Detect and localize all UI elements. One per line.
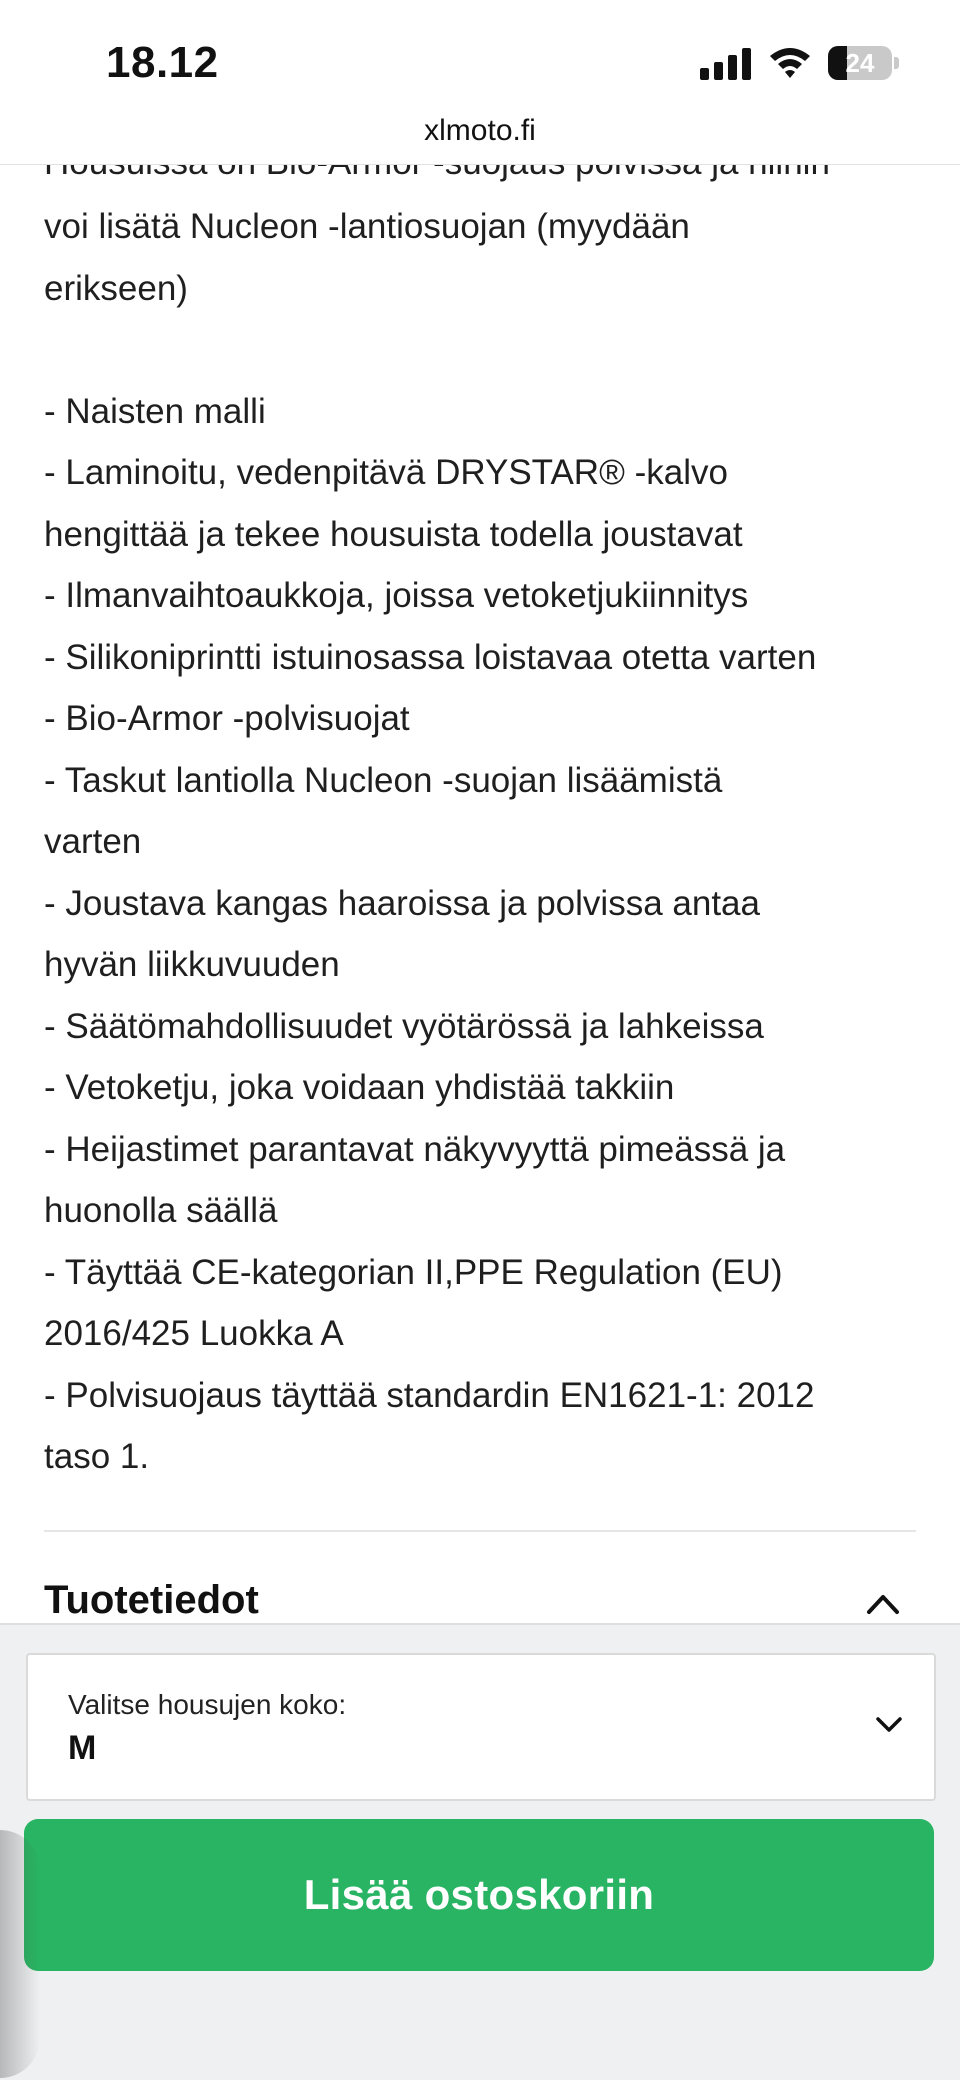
description-line: - Heijastimet parantavat näkyvyyttä pimeässä ja (44, 1129, 786, 1169)
battery-level: 24 (845, 48, 875, 78)
description-line: - Silikoniprintti istuinosassa loistavaa otetta varten (44, 637, 817, 677)
description-line: voi lisätä Nucleon -lantiosuojan (myydään (44, 207, 690, 246)
battery-icon (828, 46, 892, 80)
description-line (44, 319, 924, 381)
wifi-icon (768, 44, 812, 80)
edge-shadow (0, 1830, 40, 2078)
size-select-value[interactable]: M (68, 1729, 97, 1767)
chevron-up-icon[interactable] (866, 1588, 900, 1618)
description-line: varten (44, 822, 142, 861)
section-divider (44, 1530, 916, 1532)
add-to-cart-button[interactable]: Lisää ostoskoriin (24, 1819, 934, 1971)
description-line: - Joustava kangas haaroissa ja polvissa antaa (44, 883, 760, 923)
browser-address-bar[interactable] (0, 108, 960, 165)
description-line: hyvän liikkuvuuden (44, 945, 340, 984)
description-line: huonolla säällä (44, 1191, 278, 1230)
url-text[interactable]: xlmoto.fi (424, 114, 536, 147)
size-select-label: Valitse housujen koko: (68, 1689, 347, 1720)
chevron-down-icon[interactable] (874, 1711, 904, 1737)
product-description (44, 196, 924, 1488)
battery-tip (894, 57, 899, 69)
size-select[interactable] (26, 1653, 936, 1801)
description-line: - Polvisuojaus täyttää standardin EN1621-1: 2012 (44, 1375, 815, 1415)
product-info-title[interactable]: Tuotetiedot (44, 1578, 259, 1622)
description-line: - Laminoitu, vedenpitävä DRYSTAR® -kalvo (44, 453, 728, 492)
description-line: - Säätömahdollisuudet vyötärössä ja lahkeissa (44, 1006, 764, 1046)
status-time: 18.12 (106, 38, 219, 87)
description-line: - Naisten malli (44, 391, 266, 431)
description-line: - Täyttää CE-kategorian II,PPE Regulation (EU) (44, 1252, 783, 1292)
description-line: - Taskut lantiolla Nucleon -suojan lisäämistä (44, 760, 723, 800)
description-line: - Vetoketju, joka voidaan yhdistää takkiin (44, 1068, 675, 1107)
description-line: erikseen) (44, 268, 188, 308)
signal-icon (700, 48, 752, 80)
description-line: - Bio-Armor -polvisuojat (44, 699, 410, 738)
description-line: 2016/425 Luokka A (44, 1314, 344, 1353)
description-line: taso 1. (44, 1437, 150, 1476)
status-bar (0, 0, 960, 120)
description-line: hengittää ja tekee housuista todella joustavat (44, 514, 743, 554)
purchase-panel (0, 1623, 960, 2080)
description-line: - Ilmanvaihtoaukkoja, joissa vetoketjukiinnitys (44, 576, 749, 615)
